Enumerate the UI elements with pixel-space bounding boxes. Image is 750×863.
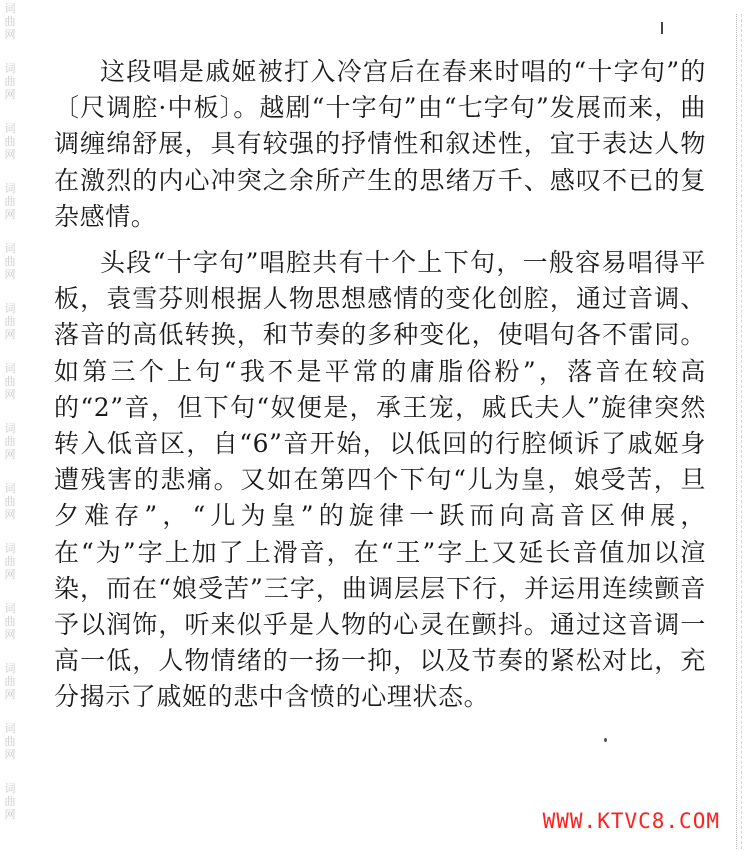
side-watermark: 词 曲 网	[4, 302, 16, 341]
side-watermark: 词 曲 网	[4, 62, 16, 101]
side-watermark: 词 曲 网	[4, 2, 16, 41]
scan-dot-mark	[604, 738, 607, 742]
site-watermark: WWW.KTVC8.COM	[542, 809, 720, 833]
document-body	[54, 54, 706, 726]
side-watermark: 词 曲 网	[4, 242, 16, 281]
side-watermark: 词 曲 网	[4, 722, 16, 761]
side-watermark: 词 曲 网	[4, 602, 16, 641]
side-watermark: 词 曲 网	[4, 542, 16, 581]
side-watermark: 词 曲 网	[4, 122, 16, 161]
scan-edge-artifact	[736, 14, 740, 849]
paragraph-analysis: 头段“十字句”唱腔共有十个上下句，一般容易唱得平板，袁雪芬则根据人物思想感情的变化创腔，通过音调、落音的高低转换，和节奏的多种变化，使唱句各不雷同。如第三个上句“我不是平常的庸脂俗粉”，落音在较高的“2”音，但下句“奴便是，承王宠，戚氏夫人”旋律突然转入低音区，自“6”音开始，以低回的行腔倾诉了戚姬身遭残害的悲痛。又如在第四个下句“儿为皇，娘受苦，旦夕难存”，“儿为皇”的旋律一跃而向高音区伸展，在“为”字上加了上滑音，在“王”字上又延长音值加以渲染，而在“娘受苦”三字，曲调层层下行，并运用连续颤音予以润饰，听来似乎是人物的心灵在颤抖。通过这音调一高一低，人物情绪的一扬一抑，以及节奏的紧松对比，充分揭示了戚姬的悲中含愤的心理状态。	[54, 248, 706, 712]
side-watermark: 词 曲 网	[4, 482, 16, 521]
scan-tick-mark	[661, 22, 663, 34]
side-watermark: 词 曲 网	[4, 362, 16, 401]
paragraph-intro: 这段唱是戚姬被打入冷宫后在春来时唱的“十字句”的〔尺调腔·中板〕。越剧“十字句”由“七字句”发展而来，曲调缠绵舒展，具有较强的抒情性和叙述性，宜于表达人物在激烈的内心冲突之余所产生的思绪万千、感叹不已的复杂感情。	[54, 57, 706, 231]
side-watermark: 词 曲 网	[4, 182, 16, 221]
side-watermark: 词 曲 网	[4, 662, 16, 701]
side-watermark: 词 曲 网	[4, 422, 16, 461]
side-watermark: 词 曲 网	[4, 782, 16, 821]
side-watermark-strip	[0, 0, 22, 863]
